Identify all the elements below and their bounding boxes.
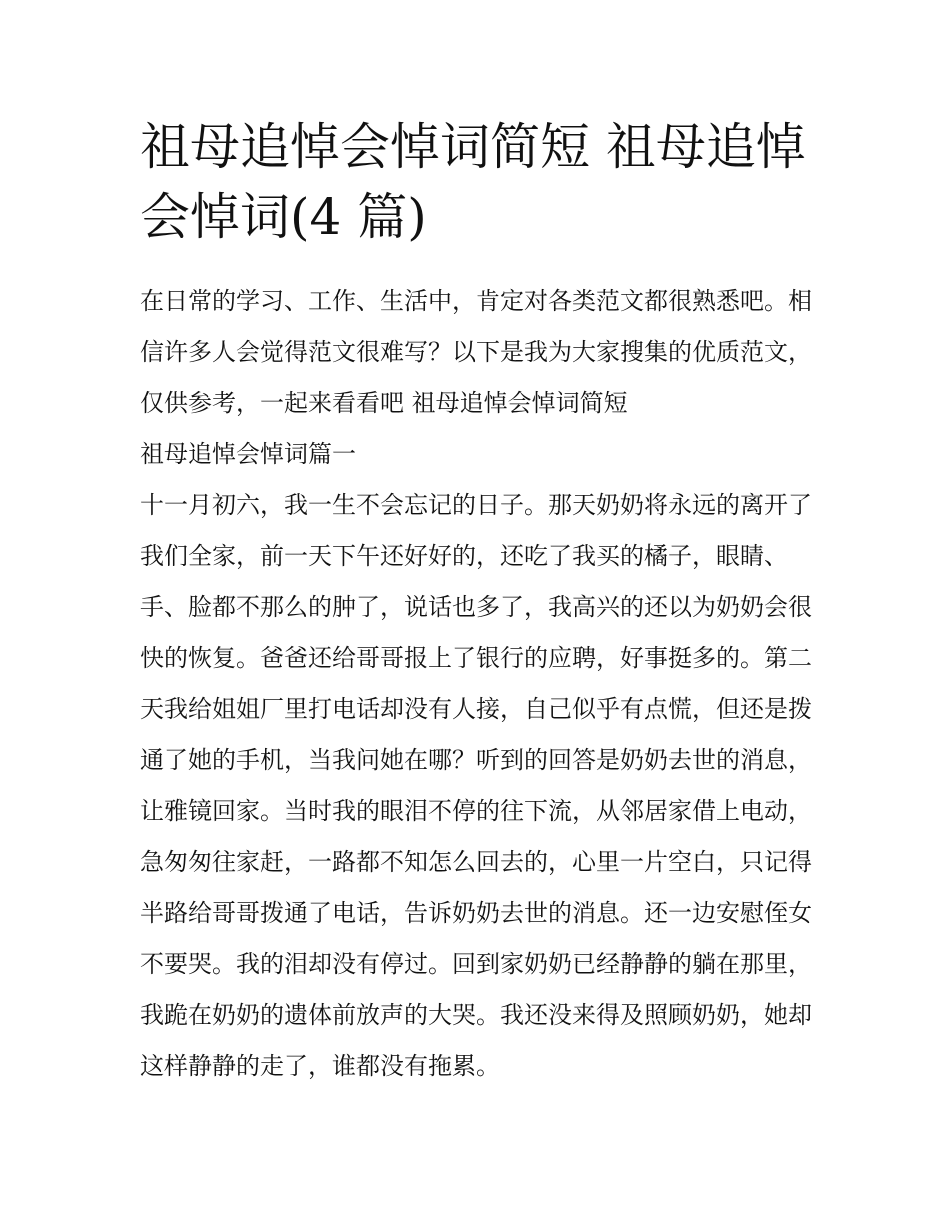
intro-paragraph: 在日常的学习、工作、生活中，肯定对各类范文都很熟悉吧。相信许多人会觉得范文很难写？以下是我为大家搜集的优质范文，仅供参考，一起来看看吧 祖母追悼会悼词简短 [140, 287, 812, 417]
document-content [140, 276, 825, 1092]
section-heading: 祖母追悼会悼词篇一 [140, 440, 356, 468]
body-paragraph: 十一月初六，我一生不会忘记的日子。那天奶奶将永远的离开了我们全家，前一天下午还好好的，还吃了我买的橘子，眼睛、手、脸都不那么的肿了，说话也多了，我高兴的还以为奶奶会很快的恢复。爸爸还给哥哥报上了银行的应聘，好事挺多的。第二天我给姐姐厂里打电话却没有人接，自己似乎有点慌，但还是拨通了她的手机，当我问她在哪？听到的回答是奶奶去世的消息，让雅镜回家。当时我的眼泪不停的往下流，从邻居家借上电动，急匆匆往家赶，一路都不知怎么回去的，心里一片空白，只记得半路给哥哥拨通了电话，告诉奶奶去世的消息。还一边安慰侄女不要哭。我的泪却没有停过。回到家奶奶已经静静的躺在那里，我跪在奶奶的遗体前放声的大哭。我还没来得及照顾奶奶，她却这样静静的走了，谁都没有拖累。 [140, 491, 812, 1080]
document-title: 祖母追悼会悼词简短 祖母追悼会悼词(4 篇) [140, 118, 806, 246]
